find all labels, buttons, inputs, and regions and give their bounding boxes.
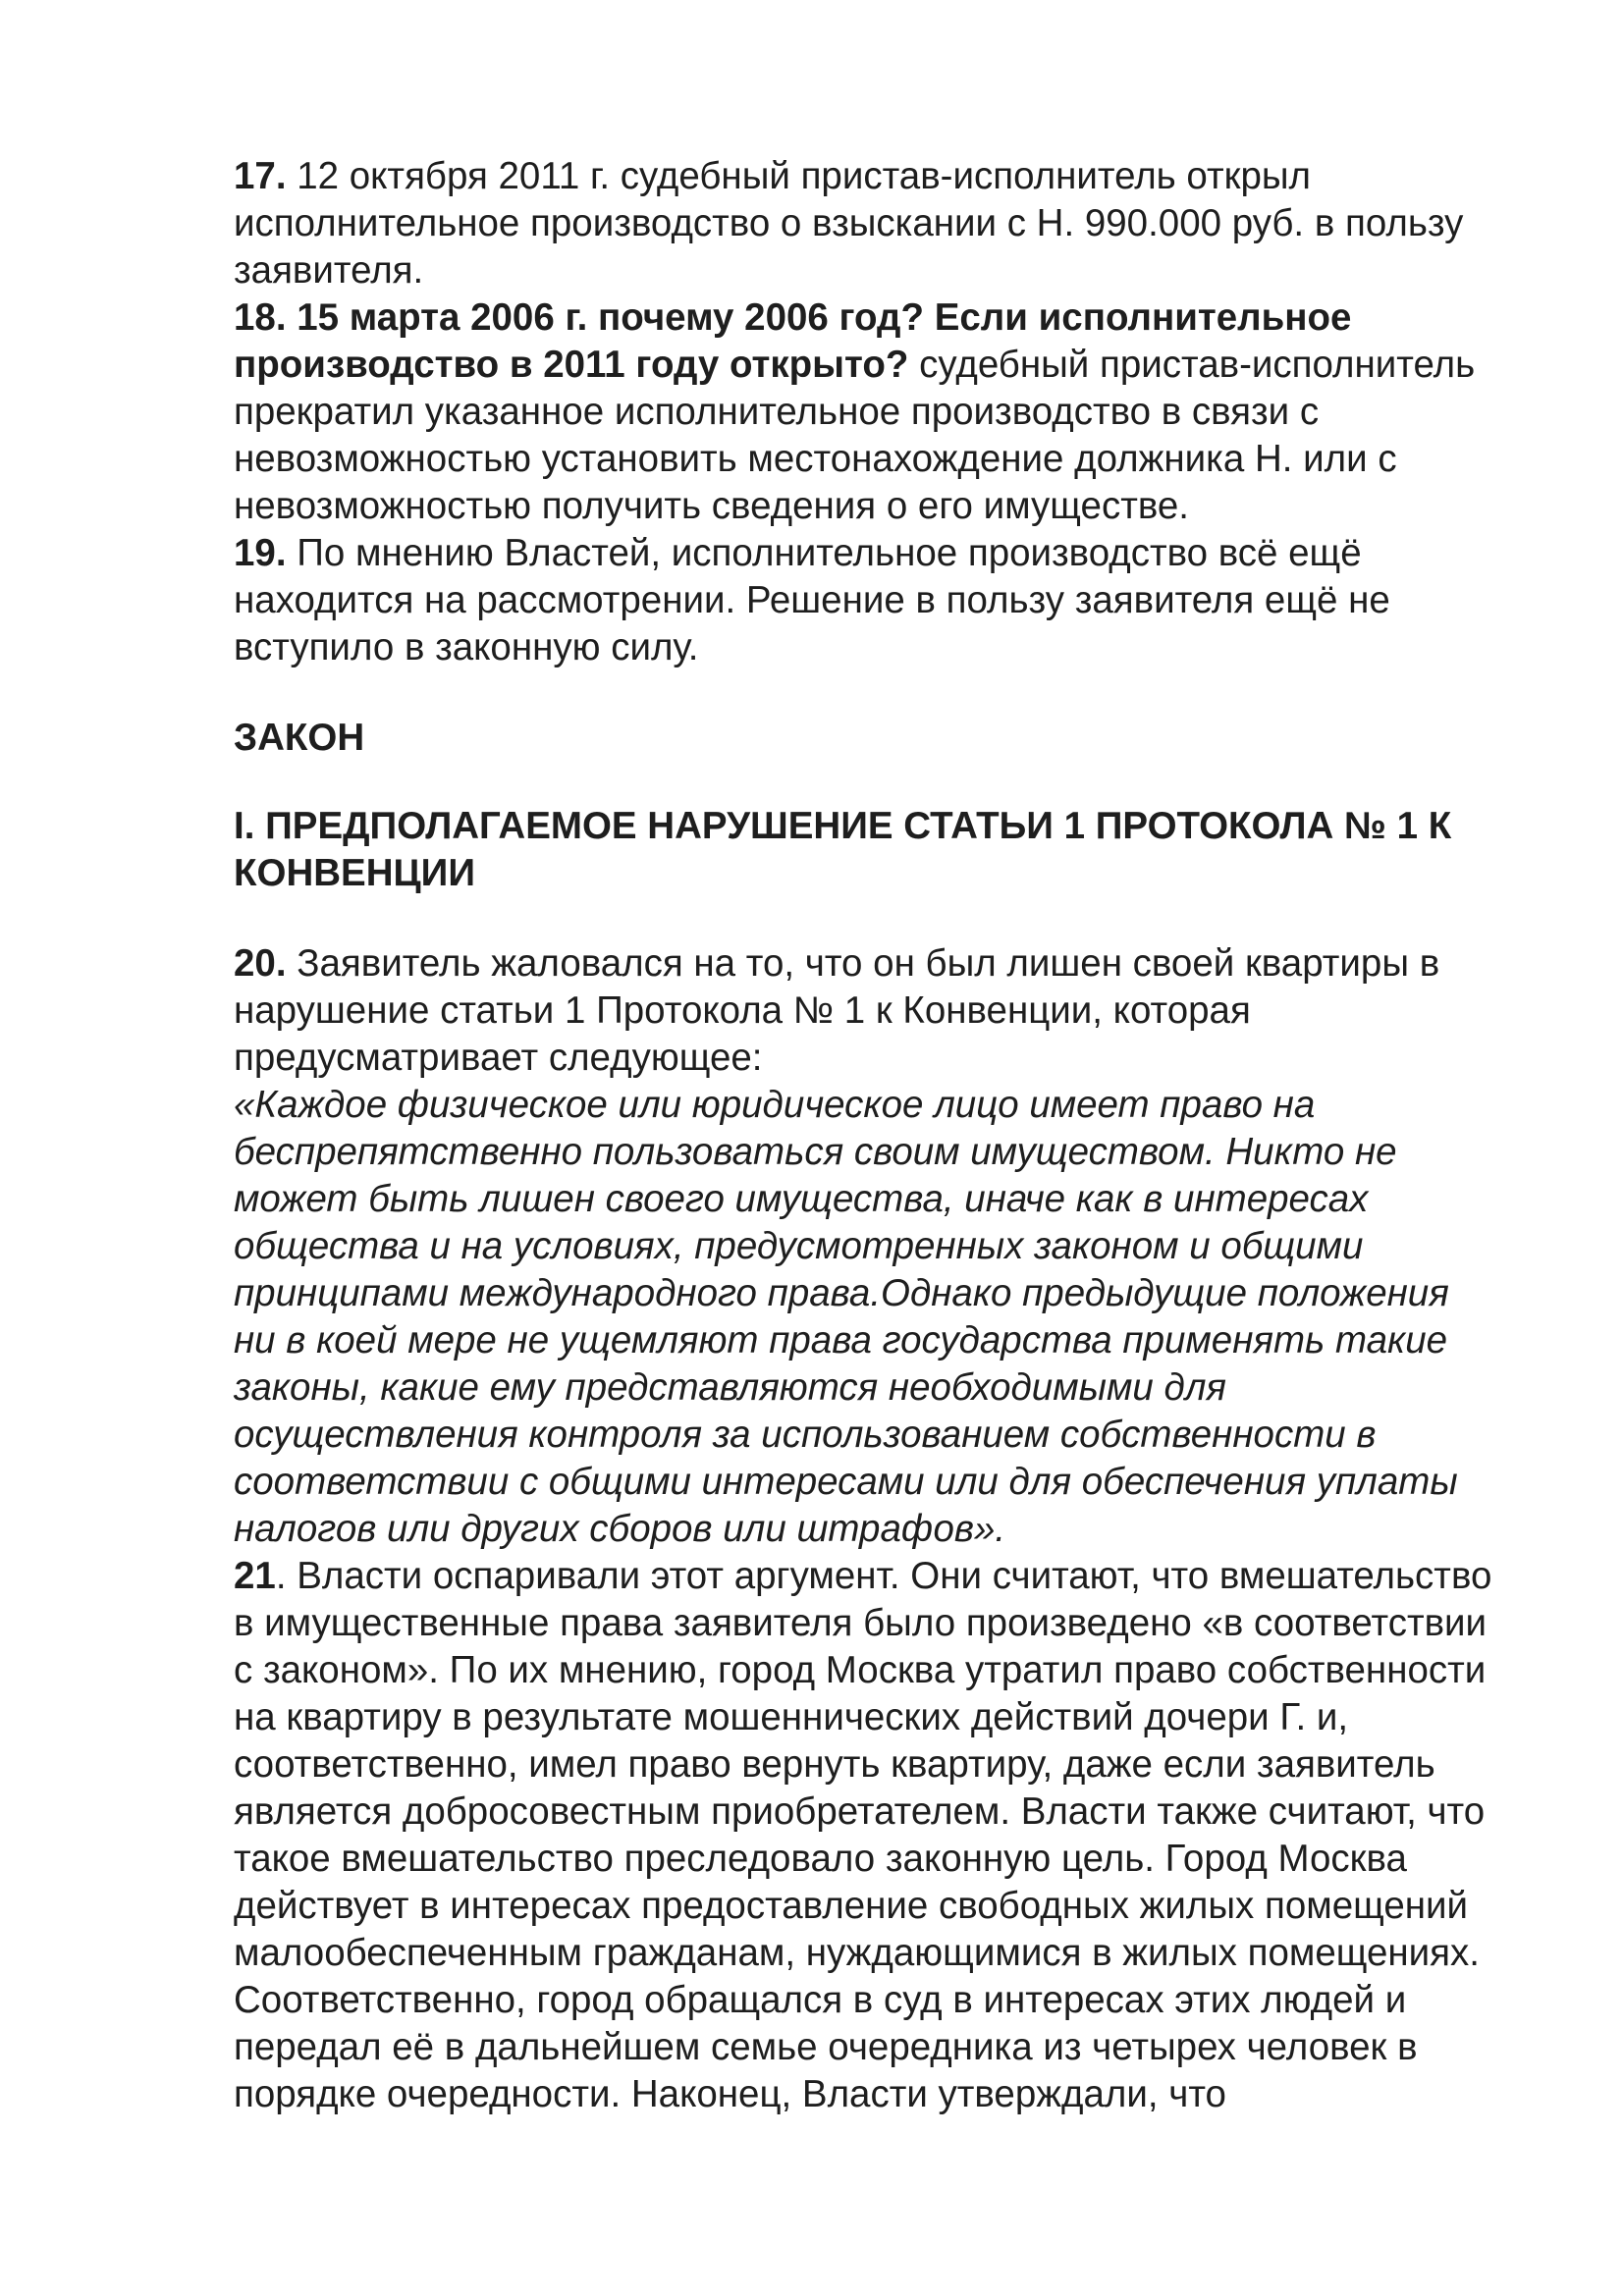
quote-line: соответствии с общими интересами или для обеспечения уплаты xyxy=(234,1461,1458,1503)
text-line: нарушение статьи 1 Протокола № 1 к Конвенции, которая xyxy=(234,989,1251,1032)
section-heading xyxy=(234,803,1530,897)
heading-line: КОНВЕНЦИИ xyxy=(234,852,476,894)
text-line: на квартиру в результате мошеннических действий дочери Г. и, xyxy=(234,1696,1349,1738)
text-line: является добросовестным приобретателем. Власти также считают, что xyxy=(234,1790,1486,1833)
quote-line: законы, какие ему представляются необходимыми для xyxy=(234,1366,1227,1409)
paragraph-number: 21 xyxy=(234,1555,276,1597)
text-line xyxy=(234,940,1530,988)
heading-line: I. ПРЕДПОЛАГАЕМОЕ НАРУШЕНИЕ СТАТЬИ 1 ПРОТОКОЛА № 1 К xyxy=(234,805,1452,847)
quote-line: общества и на условиях, предусмотренных законом и общими xyxy=(234,1225,1364,1267)
bold-text: производство в 2011 году открыто? xyxy=(234,344,909,386)
quote-line: может быть лишен своего имущества, иначе как в интересах xyxy=(234,1178,1369,1220)
text-line: соответственно, имел право вернуть квартиру, даже если заявитель xyxy=(234,1743,1435,1786)
text-line: такое вмешательство преследовало законную цель. Город Москва xyxy=(234,1838,1407,1880)
text-line xyxy=(234,342,1530,389)
text-span: По мнению Властей, исполнительное производство всё ещё xyxy=(286,532,1362,574)
document-page xyxy=(234,153,1530,2118)
text-line: Соответственно, город обращался в суд в интересах этих людей и xyxy=(234,1979,1407,2021)
text-line xyxy=(234,530,1530,577)
text-line: действует в интересах предоставление свободных жилых помещений xyxy=(234,1885,1469,1927)
paragraph-19 xyxy=(234,530,1530,671)
text-line: порядке очередности. Наконец, Власти утверждали, что xyxy=(234,2073,1226,2115)
quote-line: ни в коей мере не ущемляют права государства применять такие xyxy=(234,1319,1448,1362)
quote-line: принципами международного права.Однако предыдущие положения xyxy=(234,1272,1449,1314)
text-line: находится на рассмотрении. Решение в пользу заявителя ещё не xyxy=(234,579,1390,621)
paragraph-number: 20. xyxy=(234,942,287,985)
paragraph-21 xyxy=(234,1553,1530,2118)
text-line: передал её в дальнейшем семье очередника из четырех человек в xyxy=(234,2026,1418,2068)
quote-line: налогов или других сборов или штрафов». xyxy=(234,1508,1006,1550)
text-line: в имущественные права заявителя было произведено «в соответствии xyxy=(234,1602,1488,1644)
text-span: . Власти оспаривали этот аргумент. Они считают, что вмешательство xyxy=(275,1555,1492,1597)
paragraph-18 xyxy=(234,294,1530,530)
paragraph-number: 19. xyxy=(234,532,287,574)
quote-line: «Каждое физическое или юридическое лицо имеет право на xyxy=(234,1084,1316,1126)
text-line xyxy=(234,153,1530,200)
spacer xyxy=(234,762,1530,803)
text-span: Заявитель жаловался на то, что он был лишен своей квартиры в xyxy=(286,942,1440,985)
quote-line: беспрепятственно пользоваться своим имуществом. Никто не xyxy=(234,1131,1397,1173)
quote-block xyxy=(234,1082,1530,1553)
text-line xyxy=(234,1553,1530,1600)
text-line: невозможностью установить местонахождение должника Н. или с xyxy=(234,438,1397,480)
text-span: 12 октября 2011 г. судебный пристав-исполнитель открыл xyxy=(286,155,1312,197)
text-line: исполнительное производство о взыскании с Н. 990.000 руб. в пользу xyxy=(234,202,1464,244)
text-line: прекратил указанное исполнительное производство в связи с xyxy=(234,391,1320,433)
quote-line: осуществления контроля за использованием собственности в xyxy=(234,1414,1377,1456)
text-line: предусматривает следующее: xyxy=(234,1037,763,1079)
text-span: судебный пристав-исполнитель xyxy=(908,344,1476,386)
text-line: заявителя. xyxy=(234,249,424,292)
text-line: вступило в законную силу. xyxy=(234,626,699,668)
text-line: с законом». По их мнению, город Москва утратил право собственности xyxy=(234,1649,1487,1691)
paragraph-20 xyxy=(234,940,1530,1553)
paragraph-17 xyxy=(234,153,1530,294)
paragraph-number: 17. xyxy=(234,155,287,197)
spacer xyxy=(234,671,1530,715)
spacer xyxy=(234,897,1530,940)
text-line: 18. 15 марта 2006 г. почему 2006 год? Если исполнительное xyxy=(234,296,1352,339)
text-line: малообеспеченным гражданам, нуждающимися в жилых помещениях. xyxy=(234,1932,1480,1974)
text-line: невозможностью получить сведения о его имуществе. xyxy=(234,485,1189,527)
heading-law: ЗАКОН xyxy=(234,717,365,759)
